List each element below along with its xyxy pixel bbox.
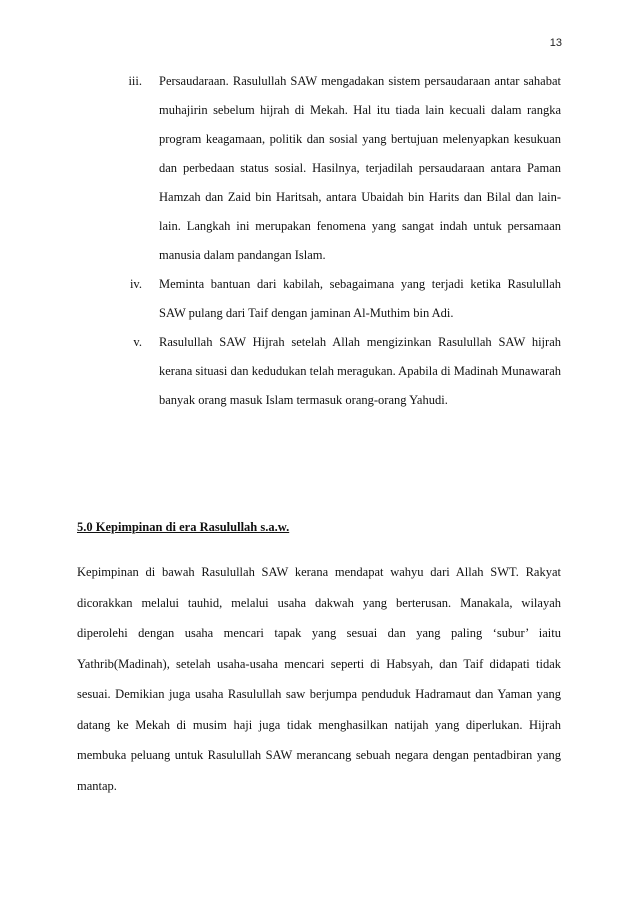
list-item-marker: iii.	[128, 74, 142, 88]
list-item-text: Meminta bantuan dari kabilah, sebagaimana yang terjadi ketika Rasulullah SAW pulang dari Taif dengan jaminan Al-Muthim bin Adi.	[159, 277, 561, 320]
body-paragraph: Kepimpinan di bawah Rasulullah SAW kerana mendapat wahyu dari Allah SWT. Rakyat dicorakkan melalui tauhid, melalui usaha dakwah yang berterusan. Manakala, wilayah diperolehi dengan usaha mencari tapak yang sesuai dan yang paling ‘subur’ iaitu Yathrib(Madinah), setelah usaha-usaha mencari seperti di Habsyah, dan Taif didapati tidak sesuai. Demikian juga usaha Rasulullah saw berjumpa penduduk Hadramaut dan Yaman yang datang ke Mekah di musim haji juga tidak menghasilkan natijah yang diperlukan. Hijrah membuka peluang untuk Rasulullah SAW merancang sebuah negara dengan pentadbiran yang mantap.	[77, 565, 561, 793]
list-item-text: Persaudaraan. Rasulullah SAW mengadakan sistem persaudaraan antar sahabat muhajirin sebelum hijrah di Mekah. Hal itu tiada lain kecuali dalam rangka program keagamaan, politik dan sosial yang bertujuan melenyapkan kesukuan dan perbedaan status sosial. Hasilnya, terjadilah persaudaraan antara Paman Hamzah dan Zaid bin Haritsah, antara Ubaidah bin Harits dan Bilal dan lain-lain. Langkah ini merupakan fenomena yang sangat indah untuk persamaan manusia dalam pandangan Islam.	[159, 74, 561, 262]
list-item	[0, 270, 638, 328]
section-heading: 5.0 Kepimpinan di era Rasulullah s.a.w.	[77, 520, 290, 534]
list-item	[0, 328, 638, 415]
list-item-marker: iv.	[129, 277, 142, 291]
list-item	[0, 67, 638, 270]
list-item-marker: v.	[133, 335, 142, 349]
list-item-text: Rasulullah SAW Hijrah setelah Allah mengizinkan Rasulullah SAW hijrah kerana situasi dan kedudukan telah meragukan. Apabila di Madinah Munawarah banyak orang masuk Islam termasuk orang-orang Yahudi.	[159, 335, 561, 407]
page-number: 13	[549, 37, 562, 49]
roman-numeral-list	[0, 67, 638, 415]
